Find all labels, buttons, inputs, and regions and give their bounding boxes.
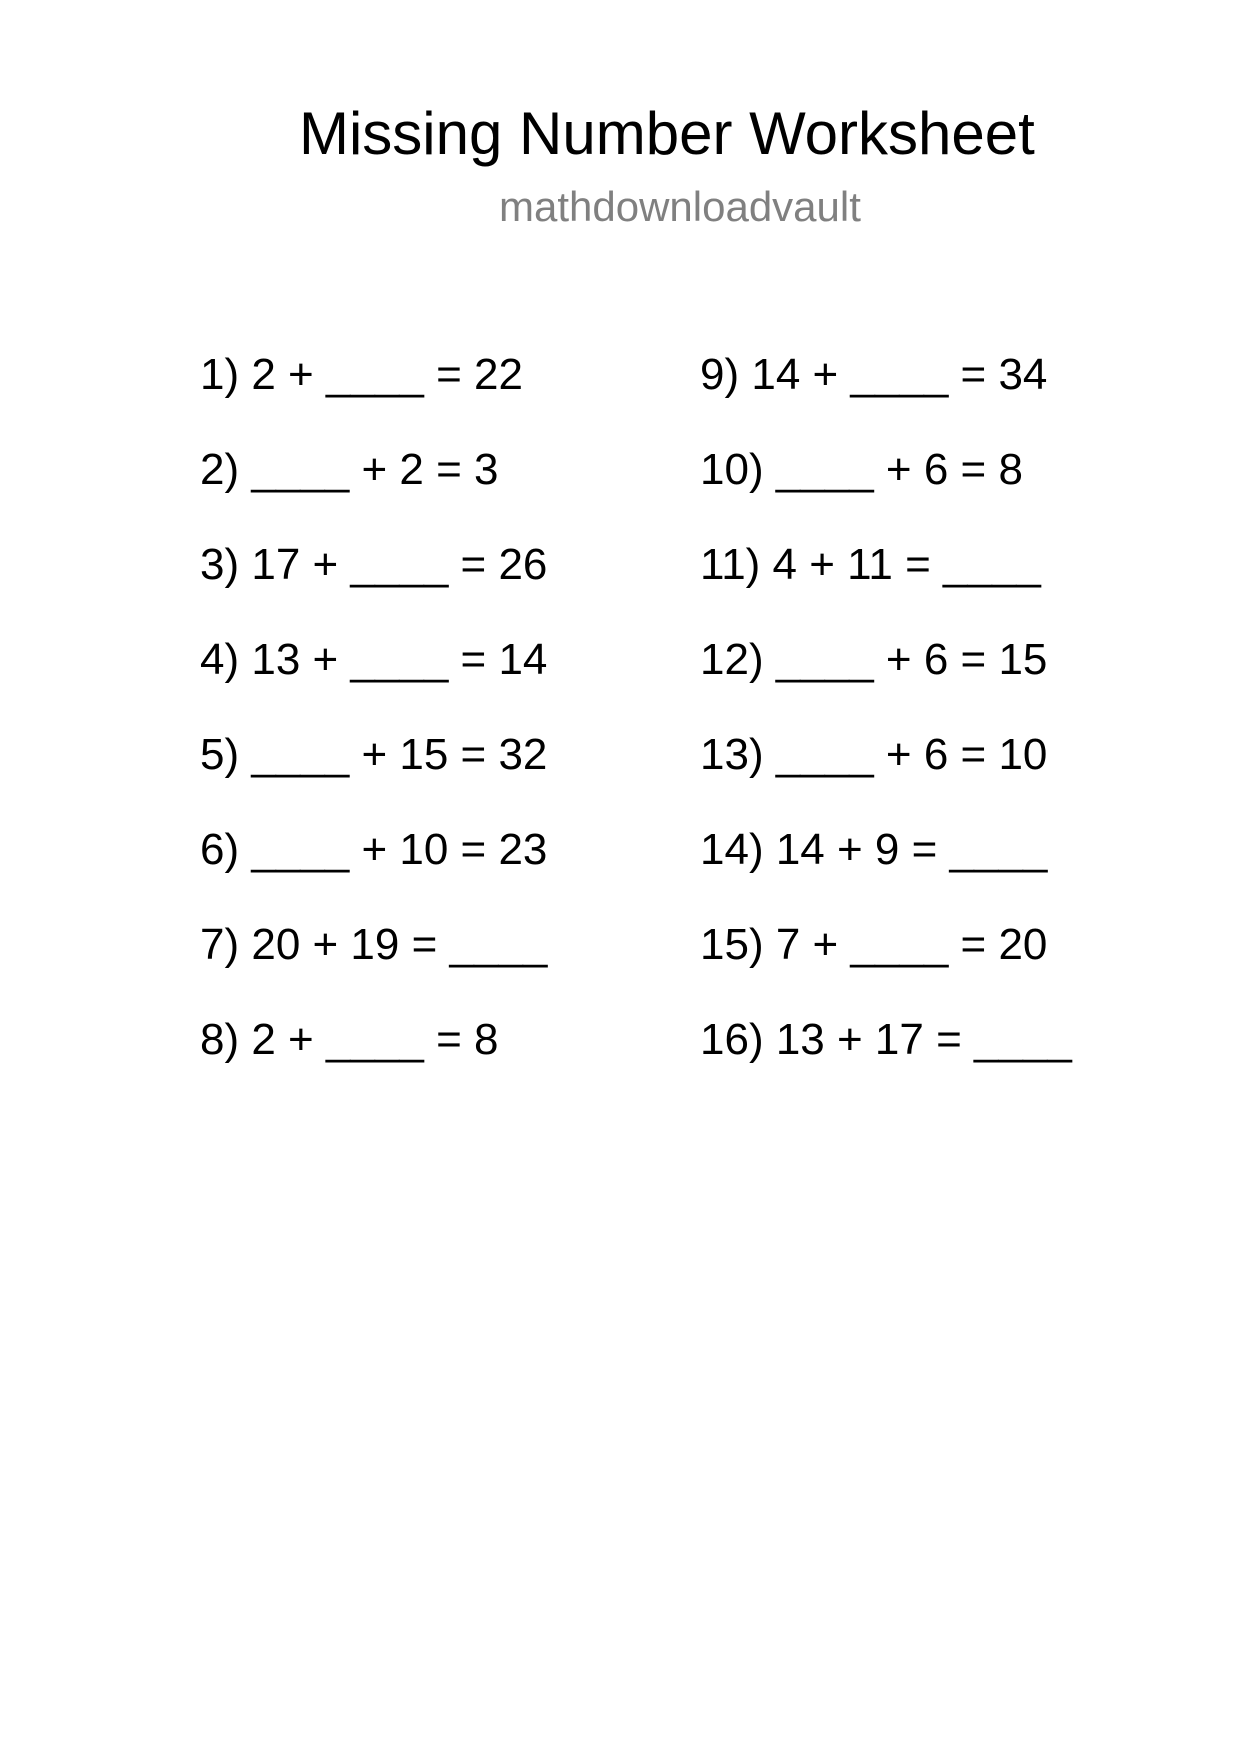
problem-4: 4) 13 + ____ = 14 bbox=[200, 635, 548, 684]
problem-8: 8) 2 + ____ = 8 bbox=[200, 1015, 499, 1064]
problem-12: 12) ____ + 6 = 15 bbox=[700, 635, 1048, 684]
problem-16: 16) 13 + 17 = ____ bbox=[700, 1015, 1072, 1064]
problem-10: 10) ____ + 6 = 8 bbox=[700, 445, 1023, 494]
problem-1: 1) 2 + ____ = 22 bbox=[200, 350, 523, 399]
problem-7: 7) 20 + 19 = ____ bbox=[200, 920, 548, 969]
problem-2: 2) ____ + 2 = 3 bbox=[200, 445, 499, 494]
problem-14: 14) 14 + 9 = ____ bbox=[700, 825, 1048, 874]
worksheet-source: mathdownloadvault bbox=[499, 183, 861, 230]
problem-6: 6) ____ + 10 = 23 bbox=[200, 825, 548, 874]
problem-11: 11) 4 + 11 = ____ bbox=[700, 540, 1041, 589]
problem-15: 15) 7 + ____ = 20 bbox=[700, 920, 1048, 969]
problem-5: 5) ____ + 15 = 32 bbox=[200, 730, 548, 779]
problem-9: 9) 14 + ____ = 34 bbox=[700, 350, 1048, 399]
worksheet-title: Missing Number Worksheet bbox=[299, 100, 1035, 167]
problem-13: 13) ____ + 6 = 10 bbox=[700, 730, 1048, 779]
problem-3: 3) 17 + ____ = 26 bbox=[200, 540, 548, 589]
